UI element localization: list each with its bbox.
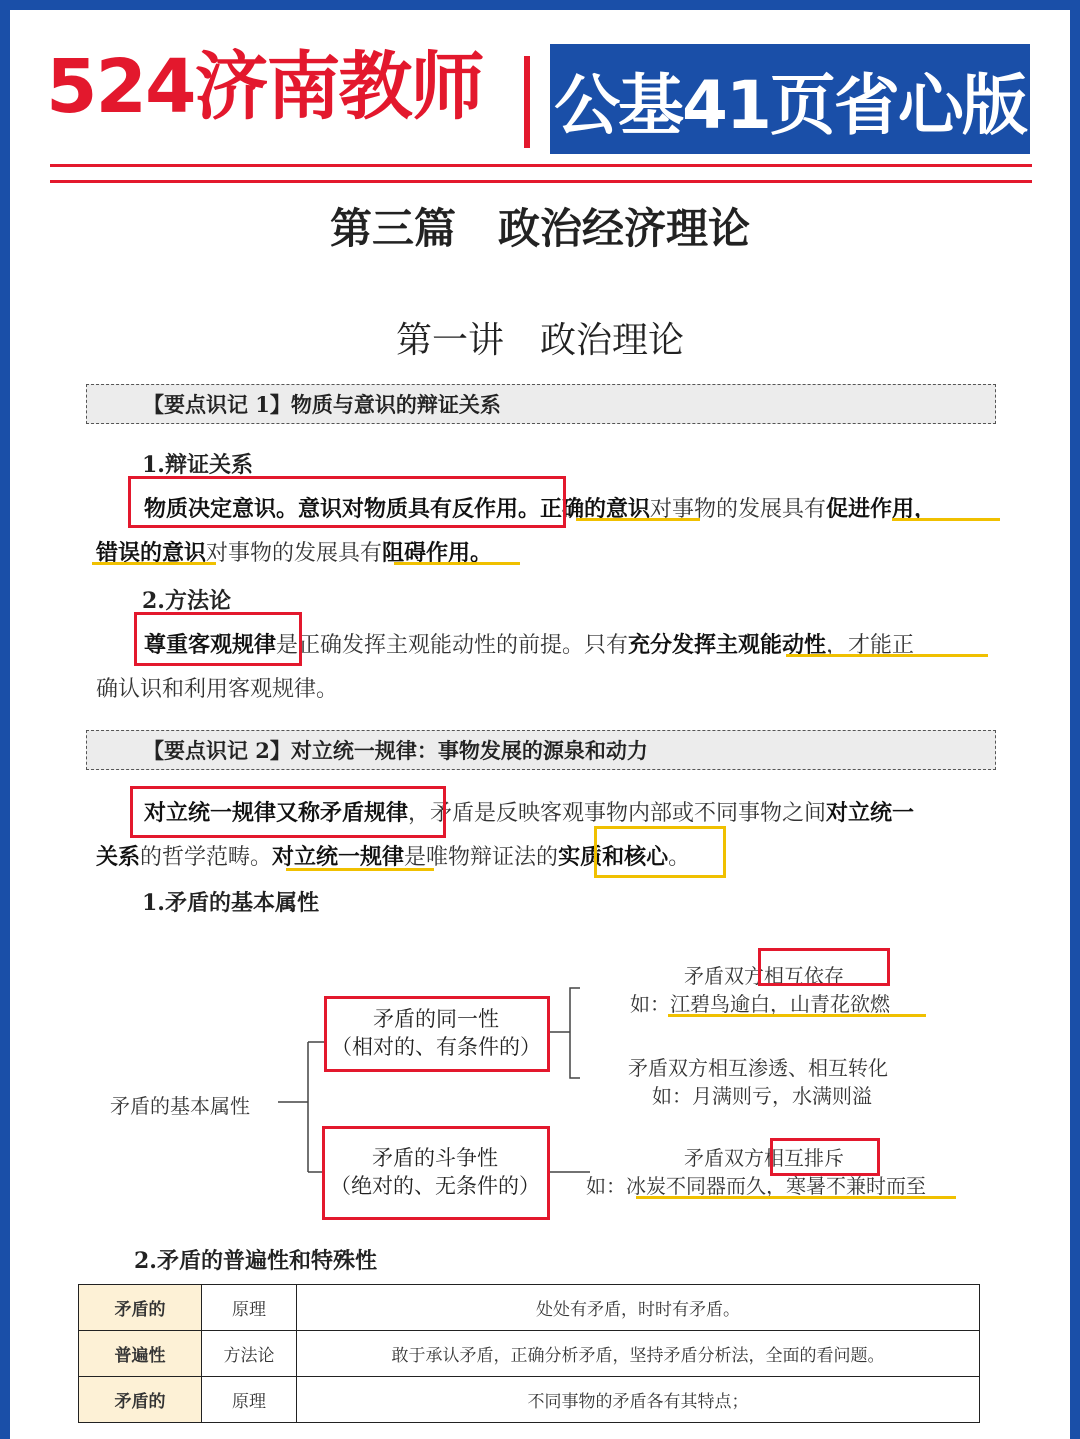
text: 是正确发挥主观能动性的前提。只有 [276, 633, 629, 658]
text: ，才能正 [826, 633, 915, 658]
section2-box-title: 【要点识记 2】对立统一规律：事物发展的源泉和动力 [86, 730, 996, 770]
key-phrase: 尊重客观规律 [144, 632, 277, 658]
key-phrase: 阻碍作用。 [382, 540, 493, 566]
section1-sub1: 1.辩证关系 [142, 452, 253, 478]
text: 是唯物辩证法的 [404, 845, 559, 870]
key-phrase: 促进作用， [826, 496, 937, 522]
text: 对事物的发展具有 [206, 541, 383, 566]
table-row-head: 矛盾的 [79, 1285, 202, 1331]
red-highlight-box [758, 948, 890, 986]
red-highlight-box [770, 1138, 880, 1176]
key-phrase: 实质和核心 [558, 844, 669, 870]
key-phrase: 正确的意识 [540, 496, 651, 522]
table-row-value: 处处有矛盾，时时有矛盾。 [297, 1285, 980, 1331]
yellow-underline [636, 1196, 956, 1199]
section1-para2-line2: 确认识和利用客观规律。 [96, 677, 339, 702]
document-page [10, 10, 1070, 1439]
diagram-root: 矛盾的基本属性 [110, 1094, 250, 1118]
table-row [79, 1285, 980, 1331]
yellow-underline [668, 1014, 926, 1017]
table-row [79, 1377, 980, 1423]
table-row [79, 1331, 980, 1377]
leaf1-title: 矛盾双方相互依存 [684, 964, 844, 988]
key-phrase: 对立统一规律又称矛盾规律 [144, 800, 409, 826]
table-row-head: 普遍性 [79, 1331, 202, 1377]
section2-sub1: 1.矛盾的基本属性 [142, 890, 319, 916]
table-row-key: 原理 [202, 1285, 297, 1331]
leaf2-example: 如：月满则亏，水满则溢 [652, 1084, 872, 1108]
header-left-title: 524济南教师 [46, 44, 483, 130]
struggle-qualifier: （绝对的、无条件的） [330, 1174, 540, 1198]
leaf2-title: 矛盾双方相互渗透、相互转化 [628, 1056, 888, 1080]
leaf3-title: 矛盾双方相互排斥 [684, 1146, 844, 1170]
key-phrase: 对立统一规律 [272, 844, 405, 870]
section1-box-title: 【要点识记 1】物质与意识的辩证关系 [86, 384, 996, 424]
text: 的哲学范畴。 [140, 845, 273, 870]
red-highlight-box [324, 996, 550, 1072]
table-row-key: 方法论 [202, 1331, 297, 1377]
lecture-title: 第一讲 政治理论 [395, 320, 684, 361]
key-phrase: 错误的意识 [96, 540, 207, 566]
key-phrase: 物质决定意识。意识对物质具有反作用。 [144, 496, 541, 522]
header-right-title: 公基41页省心版 [550, 44, 1030, 154]
text: ，矛盾是反映客观事物内部或不同事物之间 [408, 801, 827, 826]
key-phrase: 充分发挥主观能动性 [628, 632, 827, 658]
text: 对事物的发展具有 [650, 497, 827, 522]
leaf1-example: 如：江碧鸟逾白，山青花欲燃 [630, 992, 890, 1016]
leaf3-example: 如：冰炭不同器而久，寒暑不兼时而至 [586, 1174, 926, 1198]
key-phrase: 对立统一 [826, 800, 915, 826]
section1-sub2: 2.方法论 [142, 588, 231, 614]
part-title: 第三篇 政治经济理论 [329, 204, 750, 253]
key-phrase: 关系 [96, 844, 141, 870]
table-row-value: 不同事物的矛盾各有其特点； [297, 1377, 980, 1423]
table-row-key: 原理 [202, 1377, 297, 1423]
identity-label: 矛盾的同一性 [373, 1007, 499, 1031]
red-highlight-box [322, 1126, 550, 1220]
table-row-head: 矛盾的 [79, 1377, 202, 1423]
struggle-label: 矛盾的斗争性 [372, 1146, 498, 1170]
section2-sub2: 2.矛盾的普遍性和特殊性 [134, 1248, 377, 1274]
contradiction-table [78, 1284, 980, 1423]
contradiction-diagram-lines [10, 10, 1070, 1270]
table-row-value: 敢于承认矛盾，正确分析矛盾，坚持矛盾分析法，全面的看问题。 [297, 1331, 980, 1377]
identity-qualifier: （相对的、有条件的） [331, 1035, 541, 1059]
text: 。 [668, 845, 691, 870]
